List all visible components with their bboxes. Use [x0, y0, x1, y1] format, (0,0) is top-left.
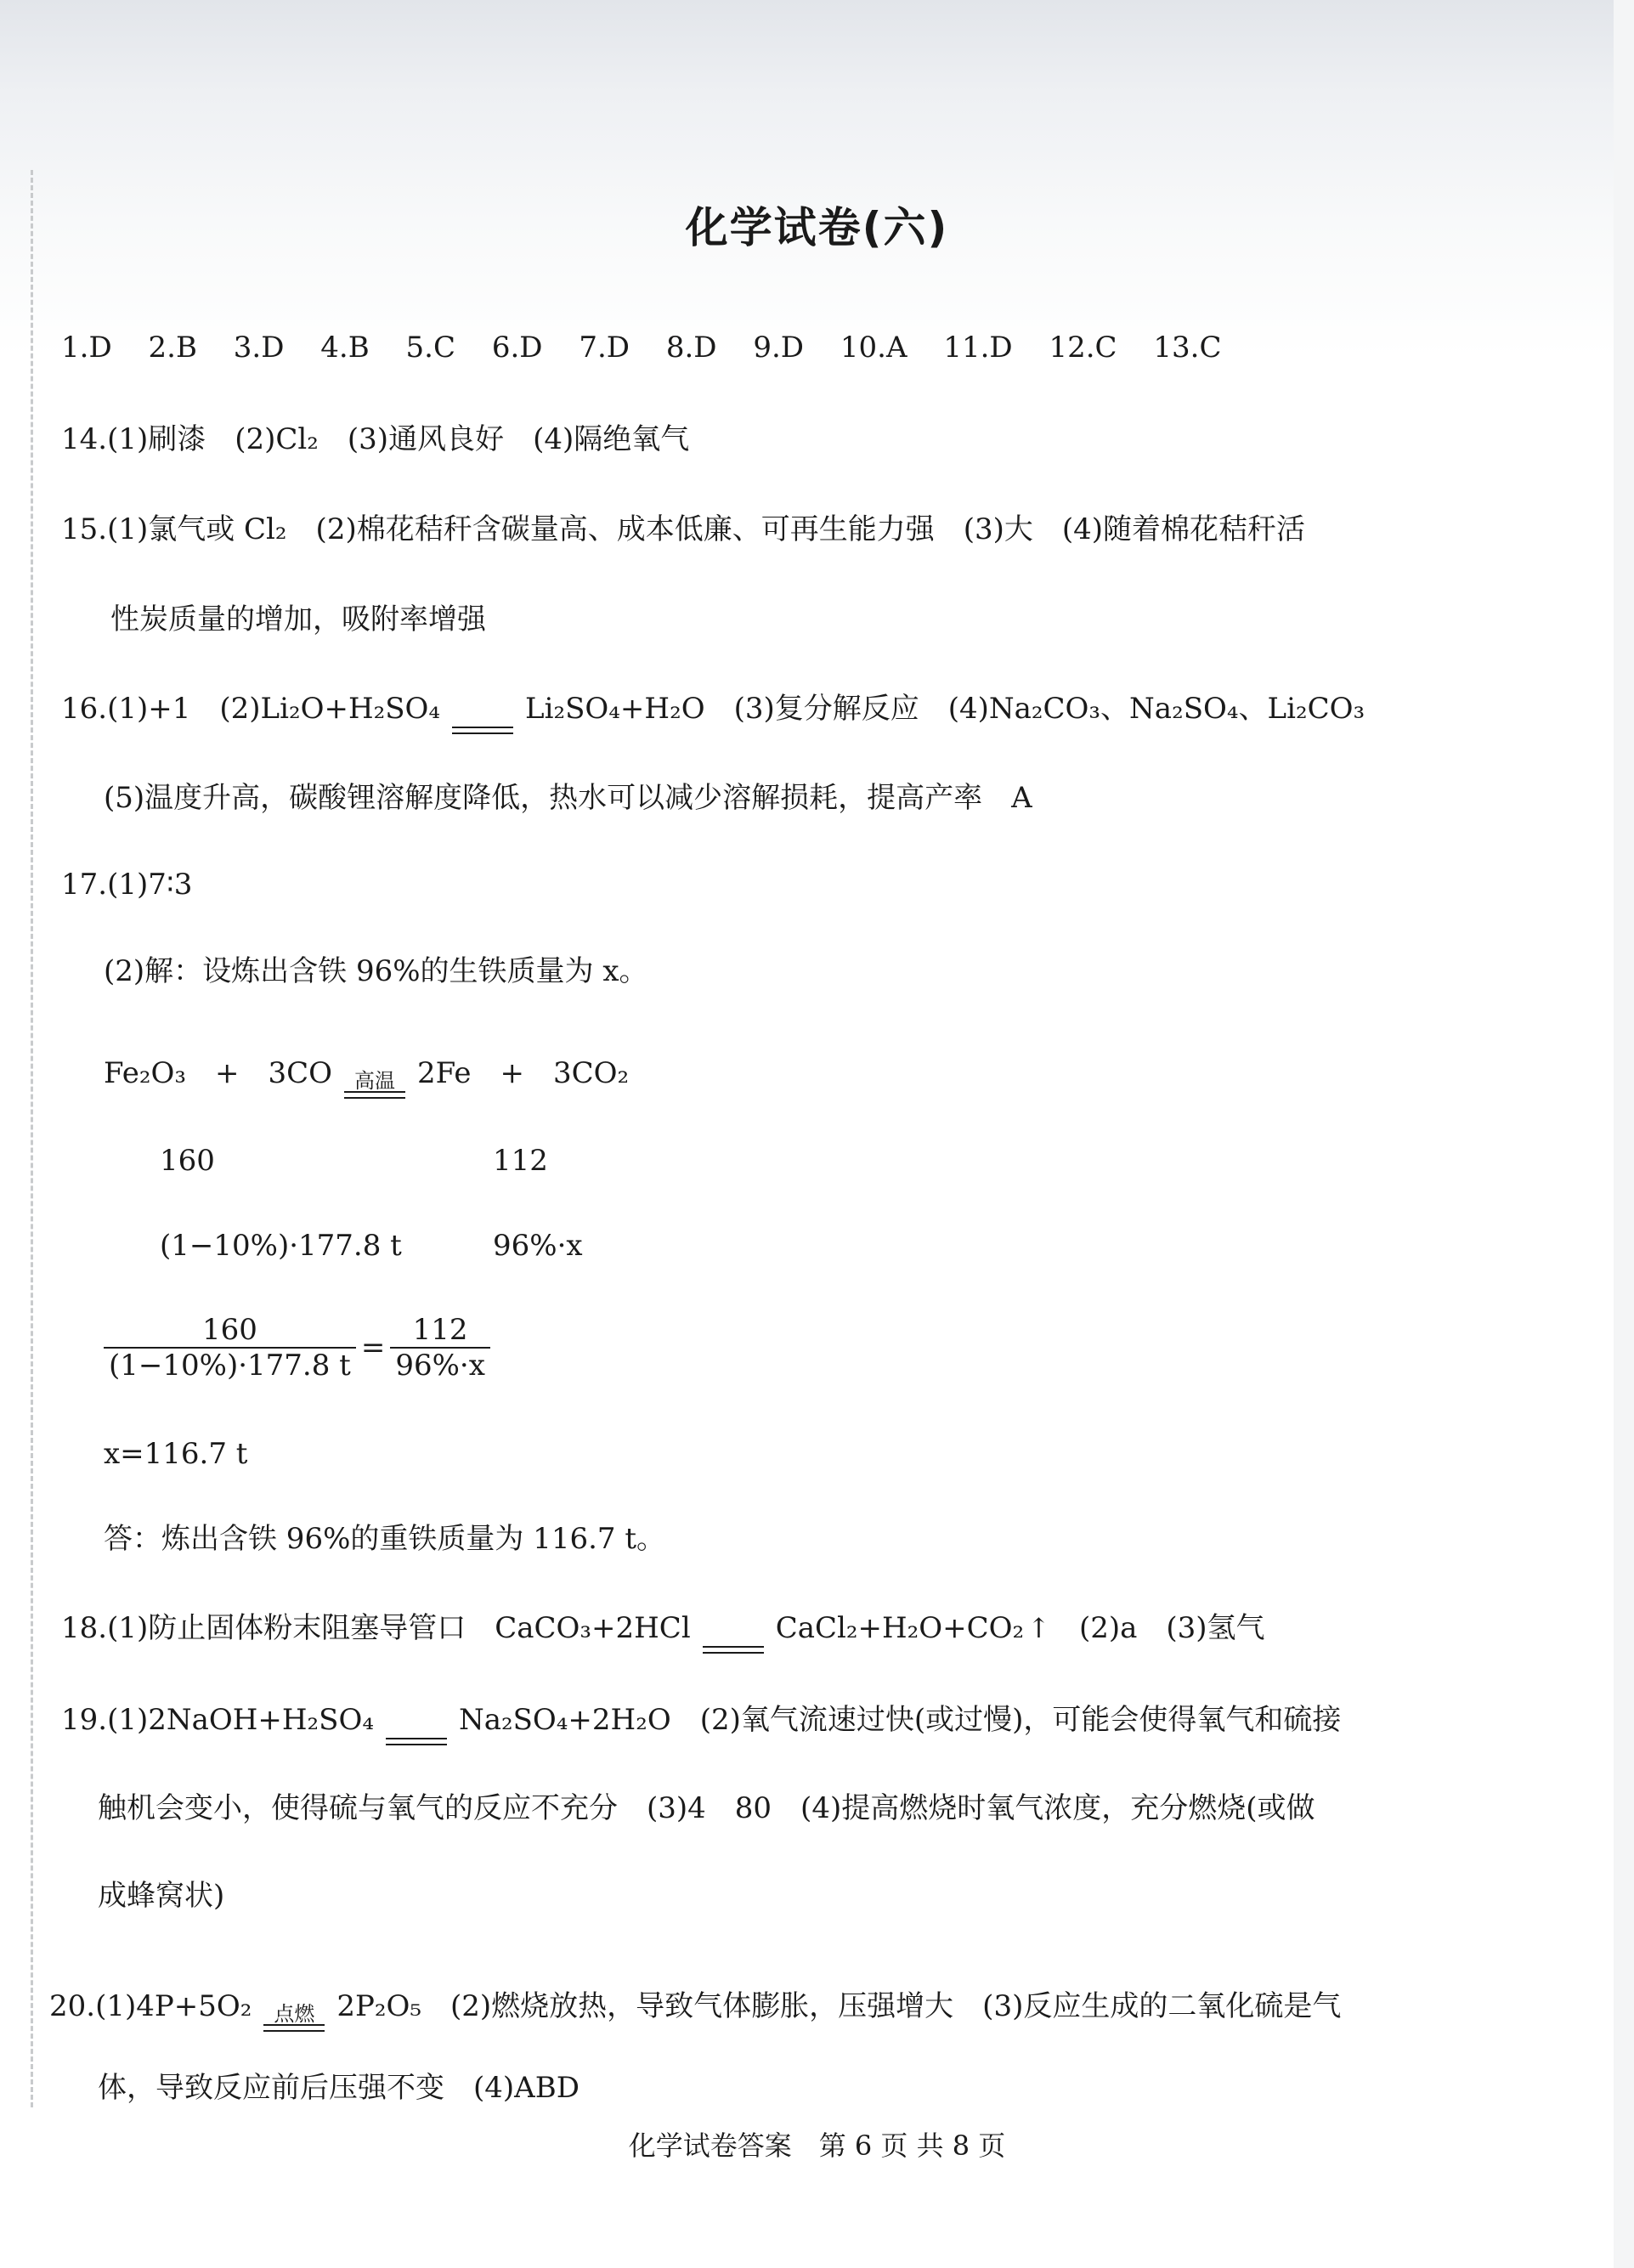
q14-answer: 14.(1)刷漆 (2)Cl₂ (3)通风良好 (4)隔绝氧气 [61, 422, 690, 456]
reaction-condition: 点燃 [274, 2002, 315, 2026]
equation-products: 2Fe + 3CO₂ [417, 1056, 630, 1090]
q17-answer-line1: 17.(1)7∶3 [61, 868, 193, 902]
q17-molar-mass-b: 112 [493, 1144, 548, 1178]
q18-text-a: 18.(1)防止固体粉末阻塞导管口 CaCO₃+2HCl [61, 1611, 691, 1645]
reaction-condition: 高温 [354, 1069, 395, 1093]
equals-sign-ignite [263, 2004, 325, 2032]
q16-answer-line1 [61, 691, 1365, 734]
q18-answer [61, 1610, 1265, 1654]
q19-answer-line1 [61, 1702, 1341, 1745]
mc-answer: 12.C [1049, 331, 1117, 365]
equals-sign [452, 706, 513, 734]
mc-answer: 6.D [491, 331, 543, 365]
q17-proportion [104, 1313, 490, 1383]
mc-answer: 13.C [1153, 331, 1222, 365]
q20-text-a: 20.(1)4P+5O₂ [49, 1989, 252, 2023]
fraction-denominator: 96%·x [395, 1349, 485, 1383]
q17-chemical-equation [104, 1055, 629, 1099]
q18-text-c: (2)a (3)氢气 [1049, 1611, 1265, 1645]
page-title: 化学试卷(六) [685, 203, 949, 252]
equals-sign-high-temp [344, 1071, 405, 1099]
equation-reactants: Fe₂O₃ + 3CO [104, 1056, 332, 1090]
q16-text-a: 16.(1)+1 (2)Li₂O+H₂SO₄ [61, 692, 441, 726]
q18-text-b: CaCl₂+H₂O+CO₂ [775, 1611, 1025, 1645]
q19-text-b: Na₂SO₄+2H₂O (2)氧气流速过快(或过慢)，可能会使得氧气和硫接 [458, 1703, 1342, 1737]
q19-text-a: 19.(1)2NaOH+H₂SO₄ [61, 1703, 374, 1737]
page-edge [1614, 0, 1634, 2268]
q20-answer-line1 [49, 1988, 1341, 2032]
page-footer: 化学试卷答案 第 6 页 共 8 页 [628, 2129, 1006, 2162]
mc-answer: 9.D [753, 331, 805, 365]
q17-result: x=116.7 t [104, 1437, 248, 1471]
mc-answer: 1.D [61, 331, 112, 365]
fraction-left [104, 1313, 356, 1383]
q17-final-answer: 答：炼出含铁 96%的重铁质量为 116.7 t。 [104, 1522, 665, 1556]
q16-answer-line2: (5)温度升高，碳酸锂溶解度降低，热水可以减少溶解损耗，提高产率 A [104, 781, 1032, 815]
q17-mass-b: 96%·x [493, 1229, 583, 1263]
equals-sign [386, 1717, 447, 1745]
mc-answer: 3.D [233, 331, 285, 365]
mc-answer: 10.A [840, 331, 907, 365]
mc-answer: 8.D [665, 331, 717, 365]
q19-answer-line2: 触机会变小，使得硫与氧气的反应不充分 (3)4 80 (4)提高燃烧时氧气浓度，充分燃烧(或做 [98, 1791, 1315, 1825]
q15-answer-line2: 性炭质量的增加，吸附率增强 [110, 602, 486, 636]
binding-margin-line [31, 170, 33, 2107]
mc-answer: 7.D [579, 331, 630, 365]
mc-answers-row [61, 330, 1248, 366]
q20-text-b: 2P₂O₅ (2)燃烧放热，导致气体膨胀，压强增大 (3)反应生成的二氧化硫是气 [336, 1989, 1342, 2023]
proportion-equals: = [360, 1331, 386, 1365]
q17-molar-mass-a: 160 [160, 1144, 215, 1178]
fraction-numerator: 112 [390, 1313, 490, 1349]
q17-mass-a: (1−10%)·177.8 t [160, 1229, 402, 1263]
q19-answer-line3: 成蜂窝状) [98, 1879, 225, 1913]
fraction-denominator: (1−10%)·177.8 t [109, 1349, 351, 1383]
mc-answer: 4.B [320, 331, 370, 365]
equals-sign [703, 1626, 764, 1654]
gas-arrow-icon: ↑ [1027, 1612, 1050, 1644]
q15-answer-line1: 15.(1)氯气或 Cl₂ (2)棉花秸秆含碳量高、成本低廉、可再生能力强 (3)大 (4)随着棉花秸秆活 [61, 512, 1306, 546]
mc-answer: 5.C [405, 331, 455, 365]
fraction-right [390, 1313, 490, 1383]
mc-answer: 11.D [943, 331, 1013, 365]
q20-answer-line2: 体，导致反应前后压强不变 (4)ABD [98, 2071, 580, 2105]
q17-answer-line2: (2)解：设炼出含铁 96%的生铁质量为 x。 [104, 954, 648, 988]
mc-answer: 2.B [148, 331, 197, 365]
q16-text-b: Li₂SO₄+H₂O (3)复分解反应 (4)Na₂CO₃、Na₂SO₄、Li₂CO₃ [525, 692, 1365, 726]
fraction-numerator: 160 [104, 1313, 356, 1349]
